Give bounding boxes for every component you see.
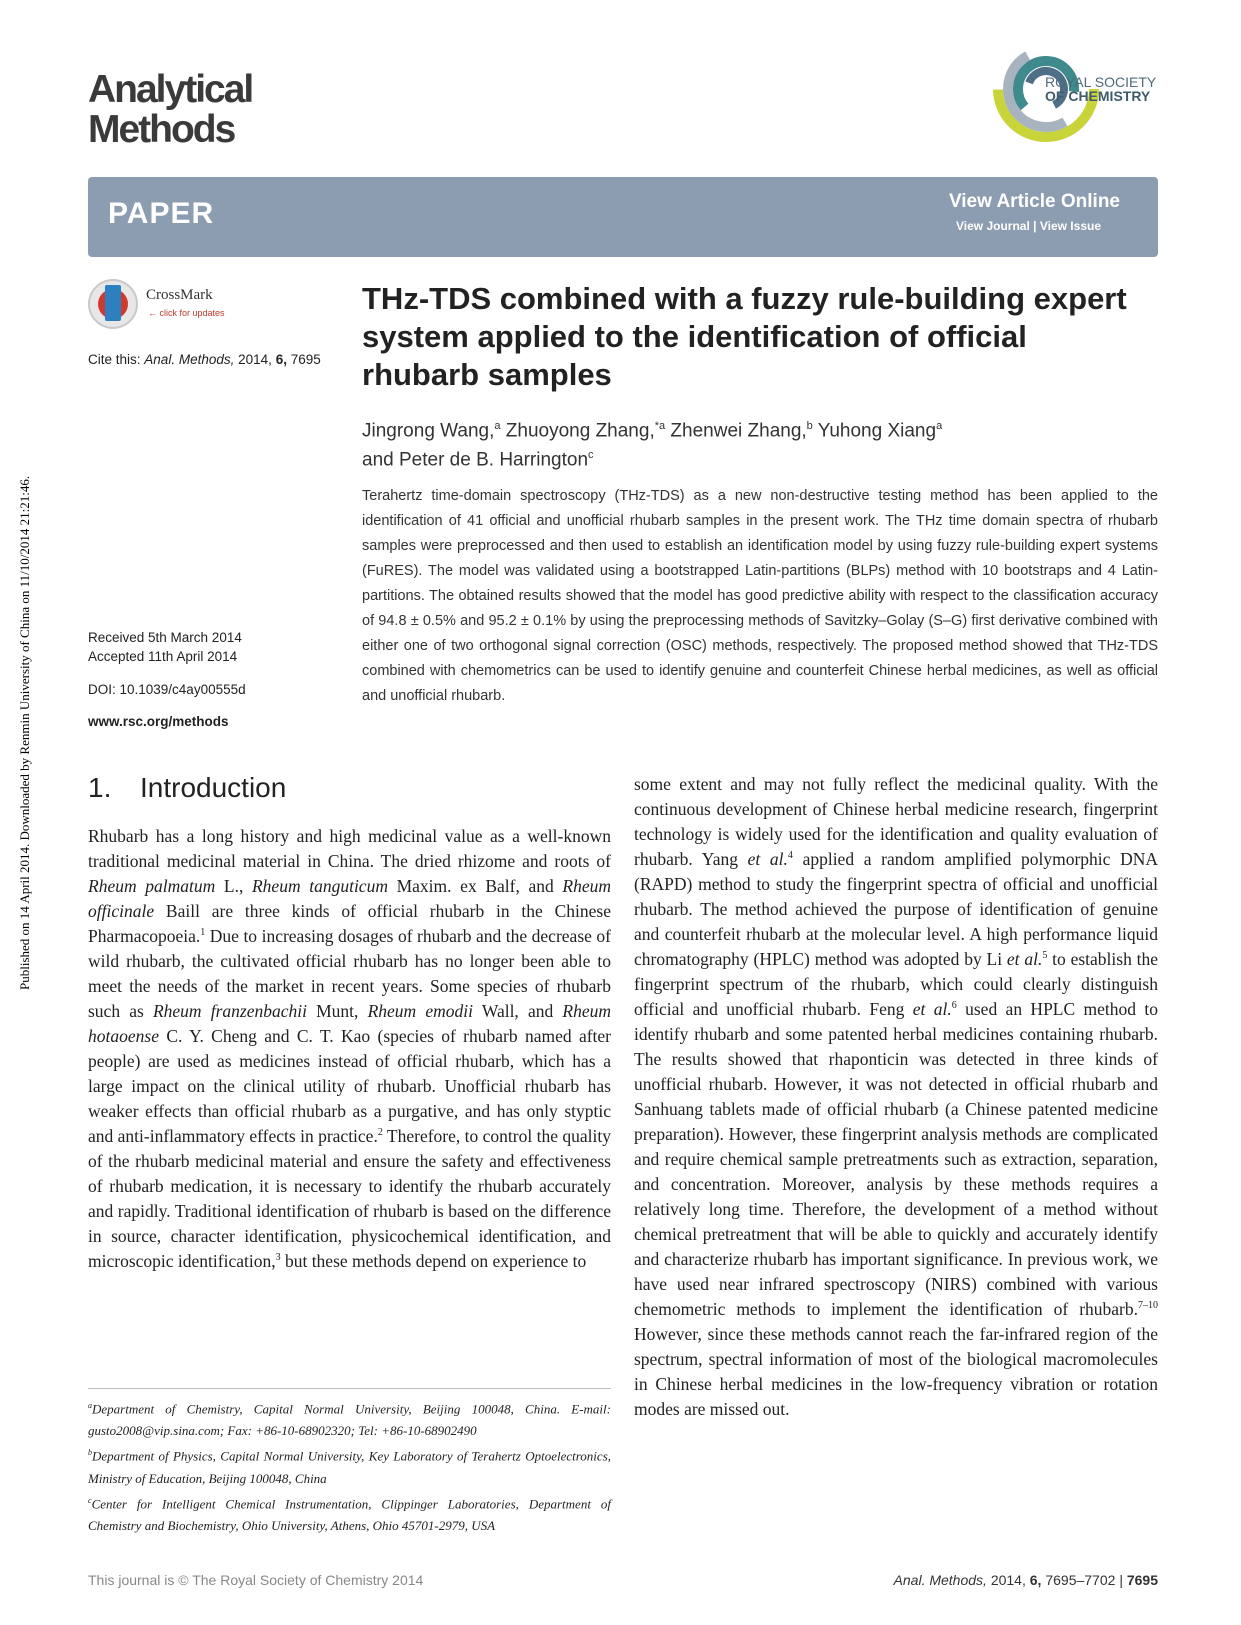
cite-year: 2014, <box>238 352 272 367</box>
page-footer <box>894 1572 1158 1588</box>
journal-logo-line1: Analytical <box>88 68 253 111</box>
citation-ref[interactable]: 4 <box>787 850 793 862</box>
link-separator: | <box>1033 219 1037 233</box>
author-name: Zhenwei Zhang, <box>670 420 807 442</box>
view-issue-link[interactable]: View Issue <box>1039 219 1101 233</box>
author-affiliation: c <box>588 449 594 462</box>
body-column-right <box>634 772 1158 1422</box>
section-title: Introduction <box>140 772 287 803</box>
author-affiliation: *a <box>654 420 666 432</box>
paragraph: Rhubarb has a long history and high medicinal value as a well-known traditional medicinal material in China. The dried rhizome and roots of Rheum palmatum L., Rheum tanguticum Maxim. ex Balf, and Rheum officinale Baill are three kinds of official rhubarb in the Chinese Pharmacopoeia.$^1$ Due to increasing dosages of rhubarb and the decrease of wild rhubarb, the cultivated official rhubarb has no longer been able to meet the needs of the market in recent years. Some species of rhubarb such as Rheum franzenbachii Munt, Rheum emodii Wall, and Rheum hotaoense C. Y. Cheng and C. T. Kao (species of rhubarb named after people) are used as medicines instead of official rhubarb, which has a large impact on the clinical utility of rhubarb. Unofficial rhubarb has weaker effects than official rhubarb as a purgative, and has only styptic and anti-inflammatory effects in practice.$^2$ Therefore, to control the quality of the rhubarb medicinal material and ensure the safety and effectiveness of rhubarb medication, it is necessary to identify the rhubarb accurately and rapidly. Traditional identification of rhubarb is based on the difference in source, character identification, physicochemical identification, and microscopic identification,$^3$ but these methods depend on experience to <box>88 826 611 1271</box>
rsc-logo-text <box>1045 75 1156 103</box>
citation-ref[interactable]: 1 <box>200 927 206 939</box>
received-date: Received 5th March 2014 <box>88 630 242 645</box>
cite-page: 7695 <box>290 352 321 367</box>
author-name: and Peter de B. Harrington <box>362 449 589 471</box>
footer-year: 2014, <box>990 1572 1026 1588</box>
article-type: PAPER <box>108 197 215 230</box>
section-heading <box>88 772 286 804</box>
citation-ref[interactable]: 2 <box>377 1127 383 1139</box>
rsc-logo-line2: OF CHEMISTRY <box>1045 88 1151 104</box>
crossmark-icon <box>88 279 138 329</box>
citation-ref[interactable]: 3 <box>275 1252 281 1264</box>
journal-logo-line2: Methods <box>88 108 235 151</box>
footnote: $^c$Center for Intelligent Chemical Instrumentation, Clippinger Laboratories, Department of Chemistry and Biochemistry, Ohio University, Athens, Ohio 45701-2979, USA <box>88 1495 611 1533</box>
author-name: Jingrong Wang, <box>362 420 495 442</box>
page-number: 7695 <box>1126 1572 1158 1588</box>
citation-ref[interactable]: 6 <box>951 1000 957 1012</box>
section-number: 1. <box>88 772 112 803</box>
download-notice: Published on 14 April 2014. Downloaded by Renmin University of China on 11/10/2014 21:21:46. <box>17 475 32 990</box>
affiliation-footnotes <box>88 1395 611 1537</box>
citation-ref[interactable]: 5 <box>1042 950 1048 962</box>
doi[interactable]: DOI: 10.1039/c4ay00555d <box>88 682 246 697</box>
footer-separator: | <box>1119 1572 1123 1588</box>
author-list <box>362 414 1132 473</box>
footnote-divider <box>88 1388 611 1389</box>
footer-volume: 6, <box>1029 1572 1042 1588</box>
crossmark-button[interactable] <box>88 279 248 333</box>
body-column-left <box>88 824 611 1274</box>
citation <box>88 352 321 367</box>
crossmark-label: CrossMark <box>146 287 213 303</box>
copyright-footer: This journal is © The Royal Society of Chemistry 2014 <box>88 1572 424 1588</box>
abstract: Terahertz time-domain spectroscopy (THz-TDS) as a new non-destructive testing method has been applied to the identification of 41 official and unofficial rhubarb samples in the present work. The THz time domain spectra of rhubarb samples were preprocessed and then used to establish an identification model by using fuzzy rule-building expert systems (FuRES). The model was validated using a bootstrapped Latin-partitions (BLPs) method with 10 bootstraps and 4 Latin-partitions. The obtained results showed that the model has good predictive ability with respect to the classification accuracy of 94.8 ± 0.5% and 95.2 ± 0.1% by using the preprocessing methods of Savitzky–Golay (S–G) first derivative combined with either one of two orthogonal signal correction (OSC) methods, respectively. The proposed method showed that THz-TDS combined with chemometrics can be used to identify genuine and counterfeit Chinese herbal medicines, as well as official and unofficial rhubarb. <box>362 488 1158 704</box>
footer-pages: 7695–7702 <box>1045 1572 1116 1588</box>
footer-journal: Anal. Methods, <box>893 1572 987 1588</box>
author-affiliation: a <box>494 420 501 432</box>
author-name: Zhuoyong Zhang, <box>505 420 655 442</box>
view-journal-link[interactable]: View Journal <box>955 219 1030 233</box>
footnote: $^b$Department of Physics, Capital Normal University, Key Laboratory of Terahertz Optoelectronics, Ministry of Education, Beijing 100048, China <box>88 1448 611 1486</box>
view-article-online-link[interactable]: View Article Online <box>948 191 1120 212</box>
cite-volume: 6, <box>275 352 287 367</box>
article-dates <box>88 628 242 666</box>
footnote: $^a$Department of Chemistry, Capital Normal University, Beijing 100048, China. E-mail: gusto2008@vip.sina.com; Fax: +86-10-68902320; Tel: +86-10-68902490 <box>88 1401 611 1439</box>
crossmark-sublabel: ← click for updates <box>148 308 225 318</box>
author-name: Yuhong Xiang <box>817 420 937 442</box>
cite-label: Cite this: <box>88 352 141 367</box>
journal-url[interactable]: www.rsc.org/methods <box>88 714 229 729</box>
article-banner <box>88 177 1158 257</box>
citation-ref[interactable]: 7–10 <box>1138 1300 1158 1312</box>
cite-journal: Anal. Methods, <box>144 352 235 367</box>
rsc-logo-line1: ROYAL SOCIETY <box>1045 74 1157 90</box>
article-title: THz-TDS combined with a fuzzy rule-building expert system applied to the identification of official rhubarb samples <box>362 281 1127 392</box>
journal-logo <box>88 70 252 150</box>
accepted-date: Accepted 11th April 2014 <box>88 649 238 664</box>
view-links <box>956 219 1101 233</box>
paragraph: some extent and may not fully reflect the medicinal quality. With the continuous development of Chinese herbal medicine research, fingerprint technology is widely used for the identification and quality evaluation of rhubarb. Yang et al.$^4$ applied a random amplified polymorphic DNA (RAPD) method to study the fingerprint spectra of official and unofficial rhubarb. The method achieved the purpose of identification of genuine and counterfeit rhubarb at the molecular level. A high performance liquid chromatography (HPLC) method was adopted by Li et al.$^5$ to establish the fingerprint spectrum of the rhubarb, which could clearly distinguish official and unofficial rhubarb. Feng et al.$^6$ used an HPLC method to identify rhubarb and some patented herbal medicines containing rhubarb. The results showed that rhaponticin was detected in three kinds of unofficial rhubarb. However, it was not detected in official rhubarb and Sanhuang tablets made of official rhubarb (a Chinese patented medicine preparation). However, these fingerprint analysis methods are complicated and require chemical sample pretreatments such as extraction, separation, and concentration. Moreover, analysis by these methods requires a relatively long time. Therefore, the development of a method without chemical pretreatment that will be able to quickly and accurately identify and characterize rhubarb has important significance. In previous work, we have used near infrared spectroscopy (NIRS) combined with various chemometric methods to implement the identification of rhubarb.$^{7-10}$ However, since these methods cannot reach the far-infrared region of the spectrum, spectral information of most of the biological macromolecules in Chinese herbal medicines in the low-frequency vibration or rotation modes are missed out. <box>634 774 1159 1419</box>
author-affiliation: a <box>936 420 943 432</box>
author-affiliation: b <box>806 420 813 432</box>
